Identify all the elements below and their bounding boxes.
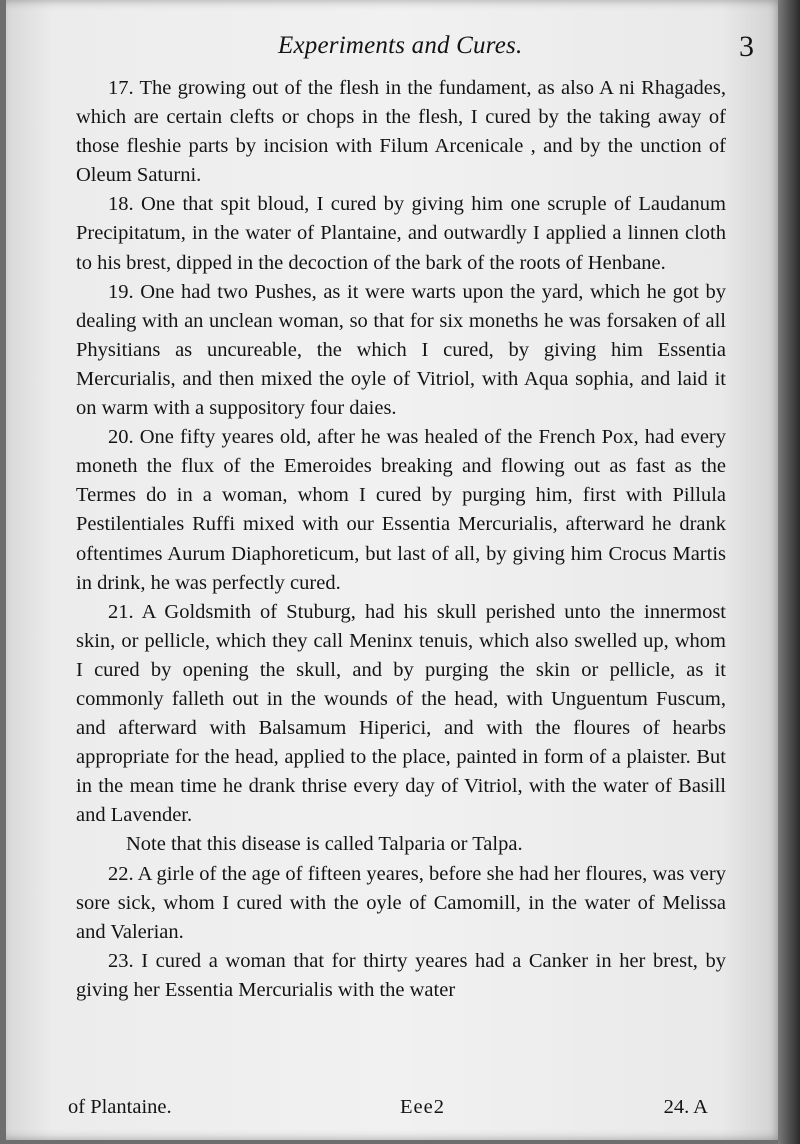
book-page [6,0,784,1140]
paragraph-18: 18. One that spit bloud, I cured by giving him one scruple of Laudanum Precipitatum, in the water of Plantaine, and outwardly I applied a linnen cloth to his brest, dipped in the decoction of the bark of the roots of Henbane. [76,193,726,274]
paragraph-17: 17. The growing out of the flesh in the fundament, as also A ni Rhagades, which are certain clefts or chops in the flesh, I cured by the taking away of those fleshie parts by incision with Filum Arcenicale , and by the unction of Oleum Saturni. [76,77,726,187]
book-gutter [778,0,800,1144]
page-body [76,74,726,1005]
page-header [68,30,758,70]
page-number: 3 [739,30,754,63]
paragraph-22: 22. A girle of the age of fifteen yeares, before she had her floures, was very sore sick, whom I cured with the oyle of Camomill, in the water of Melissa and Valerian. [76,862,726,943]
page-footer [68,1096,718,1128]
catchword: 24. A [663,1096,708,1118]
paragraph-21: 21. A Goldsmith of Stuburg, had his skull perished unto the innermost skin, or pellicle, which they call Meninx tenuis, which also swelled up, whom I cured by opening the skull, and by purging the skin or pellicle, as it commonly falleth out in the wounds of the head, with Unguentum Fuscum, and afterward with Balsamum Hiperici, and with the floures of hearbs appropriate for the head, applied to the place, painted in form of a plaister. But in the mean time he drank thrise every day of Vitriol, with the water of Basill and Lavender. [76,600,726,827]
paragraph-note: Note that this disease is called Talparia or Talpa. [126,833,523,856]
signature-mark: Eee2 [400,1096,445,1118]
paragraph-19: 19. One had two Pushes, as it were warts upon the yard, which he got by dealing with an unclean woman, so that for six moneths he was forsaken of all Physitians as uncureable, the which I cured, by giving him Essentia Mercurialis, and then mixed the oyle of Vitriol, with Aqua sophia, and laid it on warm with a suppository four daies. [76,280,726,420]
footer-last-line: of Plantaine. [68,1096,172,1118]
running-title: Experiments and Cures. [278,32,523,59]
paragraph-23: 23. I cured a woman that for thirty yeares had a Canker in her brest, by giving her Essentia Mercurialis with the water [76,949,726,1001]
paragraph-20: 20. One fifty yeares old, after he was healed of the French Pox, had every moneth the flux of the Emeroides breaking and flowing out as fast as the Termes do in a woman, whom I cured by purging him, first with Pillula Pestilentiales Ruffi mixed with our Essentia Mercurialis, afterward he drank oftentimes Aurum Diaphoreticum, but last of all, by giving him Crocus Martis in drink, he was perfectly cured. [76,426,726,594]
